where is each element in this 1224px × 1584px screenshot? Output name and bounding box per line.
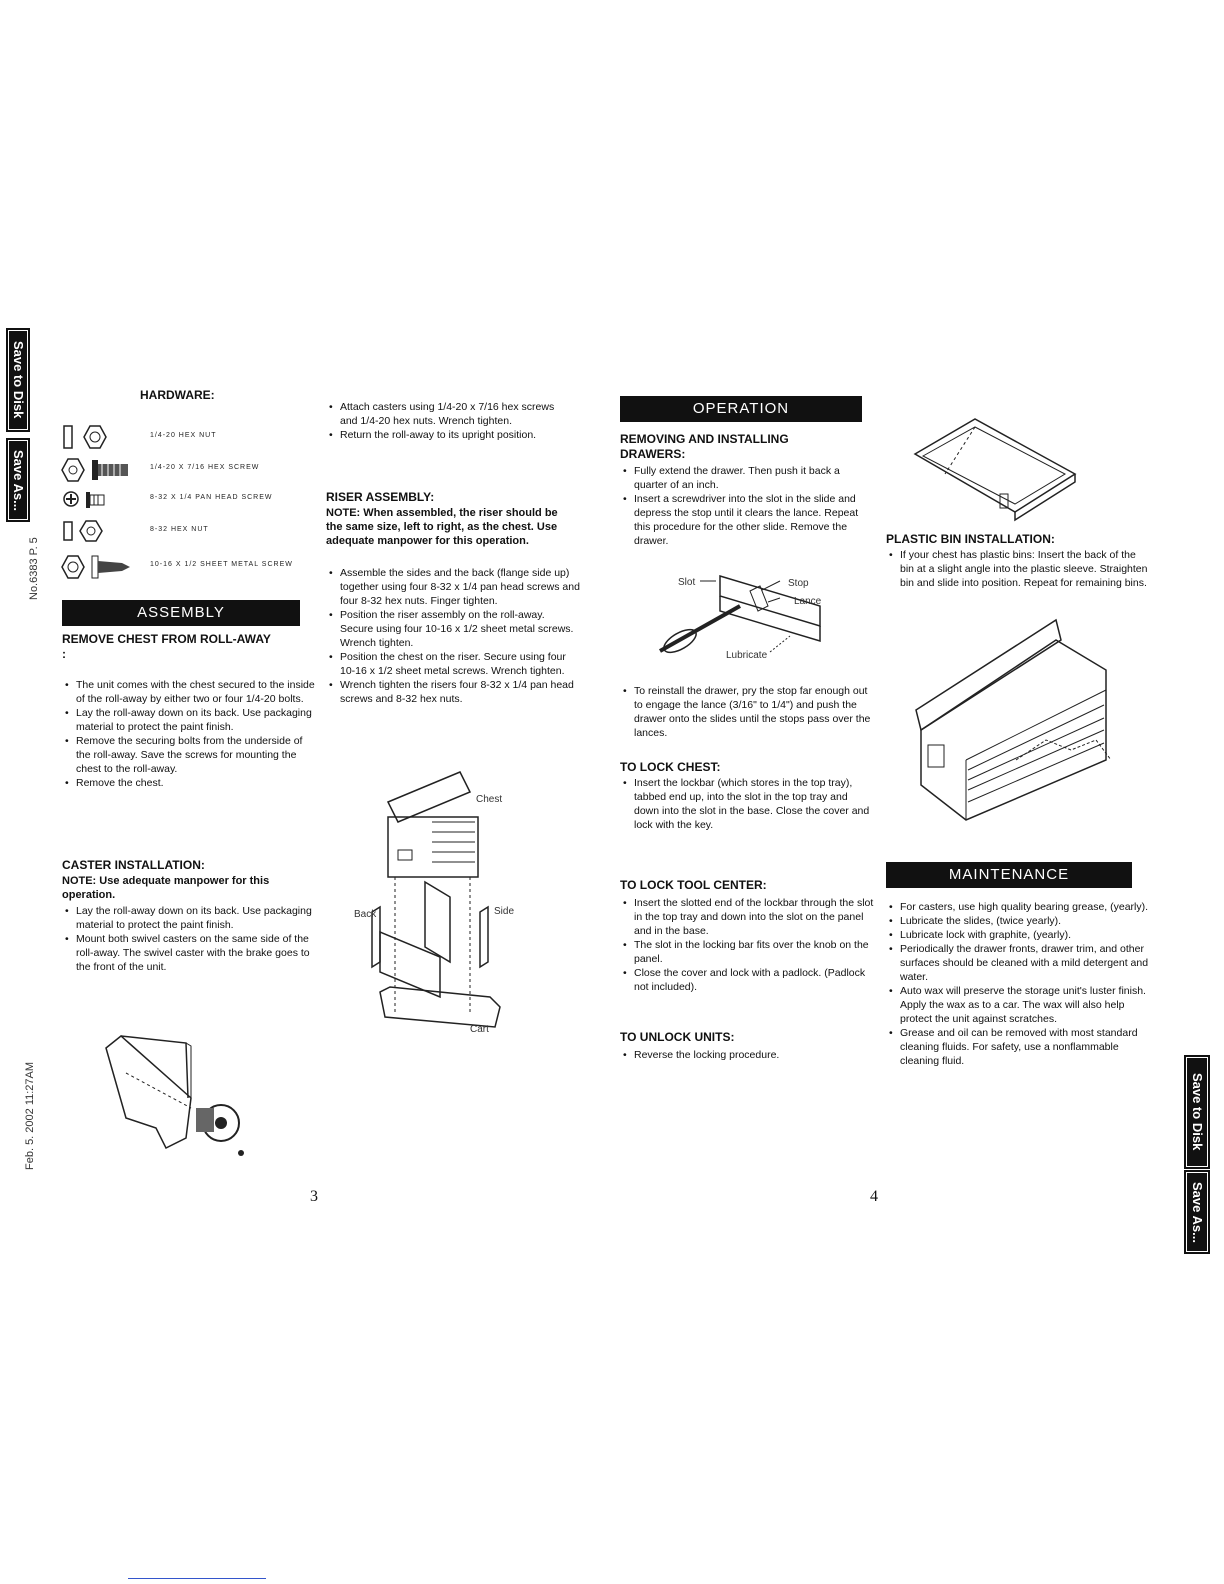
lock-chest-list bbox=[620, 776, 874, 832]
fig-label-lubricate: Lubricate bbox=[726, 650, 768, 661]
riser-note: NOTE: When assembled, the riser should be the same size, left to right, as the chest. Use adequate manpower for this operation. bbox=[326, 507, 558, 547]
drawers-list bbox=[620, 464, 874, 548]
hex-nut-icon bbox=[60, 424, 120, 452]
hardware-label: 1/4-20 HEX NUT bbox=[150, 432, 217, 439]
save-to-disk-tab-left[interactable]: Save to Disk bbox=[6, 328, 30, 432]
fig-label-side: Side bbox=[494, 906, 515, 917]
hardware-label: 8-32 HEX NUT bbox=[150, 526, 209, 533]
reinstall-list bbox=[620, 684, 874, 740]
pan-head-screw-icon bbox=[60, 486, 140, 514]
fax-page-mark: No.6383 P. 5 bbox=[28, 537, 40, 600]
hex-nut-small-icon bbox=[60, 518, 120, 546]
fig-label-stop: Stop bbox=[788, 578, 809, 589]
list-item: • Return the roll-away to its upright position. bbox=[340, 428, 570, 442]
list-item: • To reinstall the drawer, pry the stop far enough out to engage the lance (3/16" to 1/4") and push the drawer onto the slides until the stops pass over the lances. bbox=[634, 684, 874, 740]
list-item: • Reverse the locking procedure. bbox=[634, 1048, 874, 1062]
remove-chest-title: REMOVE CHEST FROM ROLL-AWAY : bbox=[62, 632, 271, 661]
list-item: • Periodically the drawer fronts, drawer trim, and other surfaces should be cleaned with a mild detergent and water. bbox=[900, 942, 1150, 984]
list-item: • Insert a screwdriver into the slot in the slide and depress the stop until it clears the lance. Repeat this procedure for the other slide. Remove the drawer. bbox=[634, 492, 874, 548]
remove-chest-list bbox=[62, 678, 316, 790]
lock-tool-center-title: TO LOCK TOOL CENTER: bbox=[620, 878, 767, 892]
fig-label-cart: Cart bbox=[470, 1024, 489, 1035]
assembly-banner: ASSEMBLY bbox=[62, 600, 300, 626]
hardware-label: 8-32 X 1/4 PAN HEAD SCREW bbox=[150, 494, 273, 501]
list-item: • Auto wax will preserve the storage unit's luster finish. Apply the wax as to a car. The wax will also help protect the unit against scratches. bbox=[900, 984, 1150, 1026]
list-item: • If your chest has plastic bins: Insert the back of the bin at a slight angle into the plastic sleeve. Straighten bin and slide into position. Repeat for remaining bins. bbox=[900, 548, 1150, 590]
unlock-units-title: TO UNLOCK UNITS: bbox=[620, 1030, 735, 1044]
list-item: • Lay the roll-away down on its back. Use packaging material to protect the paint finish. bbox=[76, 706, 316, 734]
plastic-bin-illustration bbox=[905, 414, 1085, 524]
lock-chest-title: TO LOCK CHEST: bbox=[620, 760, 721, 774]
sheet-metal-screw-icon bbox=[60, 553, 140, 583]
caster-note: NOTE: Use adequate manpower for this operation. bbox=[62, 875, 270, 901]
footer-link-underline bbox=[128, 1578, 266, 1579]
fig-label-lance: Lance bbox=[794, 596, 822, 607]
list-item: • Remove the securing bolts from the underside of the roll-away. Save the screws for mounting the chest to the roll-away. bbox=[76, 734, 316, 776]
caster-installation-title: CASTER INSTALLATION: bbox=[62, 858, 205, 872]
list-item: • Position the chest on the riser. Secure using four 10-16 x 1/2 sheet metal screws. Wrench tighten. bbox=[340, 650, 580, 678]
riser-assembly-title: RISER ASSEMBLY: bbox=[326, 490, 435, 504]
list-item: • Mount both swivel casters on the same side of the roll-away. The swivel caster with the brake goes to the front of the unit. bbox=[76, 932, 316, 974]
list-item: • Lubricate lock with graphite, (yearly). bbox=[900, 928, 1150, 942]
list-item: • Lubricate the slides, (twice yearly). bbox=[900, 914, 1150, 928]
list-item: • Remove the chest. bbox=[76, 776, 316, 790]
list-item: • Position the riser assembly on the roll-away. Secure using four 10-16 x 1/2 sheet metal screws. Wrench tighten. bbox=[340, 608, 580, 650]
maintenance-list bbox=[886, 900, 1150, 1068]
list-item: • Wrench tighten the risers four 8-32 x 1/4 pan head screws and 8-32 hex nuts. bbox=[340, 678, 580, 706]
page-number-left: 3 bbox=[310, 1188, 318, 1205]
list-item: • Assemble the sides and the back (flange side up) together using four 8-32 x 1/4 pan head screws and four 8-32 hex nuts. Finger tighten. bbox=[340, 566, 580, 608]
caster-list bbox=[62, 904, 316, 974]
fig-label-chest: Chest bbox=[476, 794, 503, 805]
lock-tool-center-list bbox=[620, 896, 874, 994]
maintenance-banner: MAINTENANCE bbox=[886, 862, 1132, 888]
hardware-title: HARDWARE: bbox=[140, 388, 215, 402]
list-item: • The unit comes with the chest secured to the inside of the roll-away by either two or four 1/4-20 bolts. bbox=[76, 678, 316, 706]
tool-chest-illustration bbox=[896, 610, 1126, 830]
list-item: • Attach casters using 1/4-20 x 7/16 hex screws and 1/4-20 hex nuts. Wrench tighten. bbox=[340, 400, 570, 428]
unlock-units-list bbox=[620, 1048, 874, 1062]
riser-list bbox=[326, 566, 580, 706]
plastic-bin-title: PLASTIC BIN INSTALLATION: bbox=[886, 532, 1055, 546]
hardware-label: 10-16 X 1/2 SHEET METAL SCREW bbox=[150, 561, 293, 568]
list-item: • Close the cover and lock with a padlock. (Padlock not included). bbox=[634, 966, 874, 994]
save-as-tab-left[interactable]: Save As... bbox=[6, 438, 30, 522]
drawer-slide-illustration bbox=[650, 566, 850, 686]
attach-casters-list bbox=[326, 400, 570, 442]
riser-assembly-illustration bbox=[350, 762, 530, 1042]
list-item: • Lay the roll-away down on its back. Use packaging material to protect the paint finish. bbox=[76, 904, 316, 932]
page-number-right: 4 bbox=[870, 1188, 878, 1205]
list-item: • Insert the slotted end of the lockbar through the slot in the top tray and down into the slot on the panel and in the base. bbox=[634, 896, 874, 938]
caster-illustration bbox=[96, 1028, 266, 1168]
drawers-title: REMOVING AND INSTALLING DRAWERS: bbox=[620, 432, 789, 461]
list-item: • For casters, use high quality bearing grease, (yearly). bbox=[900, 900, 1150, 914]
hardware-label: 1/4-20 X 7/16 HEX SCREW bbox=[150, 464, 260, 471]
list-item: • The slot in the locking bar fits over the knob on the panel. bbox=[634, 938, 874, 966]
list-item: • Insert the lockbar (which stores in the top tray), tabbed end up, into the slot in the top tray and down into the slot in the base. Close the cover and lock with the key. bbox=[634, 776, 874, 832]
save-to-disk-tab-right[interactable]: Save to Disk bbox=[1184, 1055, 1210, 1169]
fax-date-mark: Feb. 5. 2002 11:27AM bbox=[24, 1061, 36, 1170]
list-item: • Grease and oil can be removed with most standard cleaning fluids. For safety, use a nonflammable cleaning fluid. bbox=[900, 1026, 1150, 1068]
operation-banner: OPERATION bbox=[620, 396, 862, 422]
save-as-tab-right[interactable]: Save As... bbox=[1184, 1170, 1210, 1254]
hex-screw-icon bbox=[60, 456, 140, 486]
plastic-bin-list bbox=[886, 548, 1150, 590]
fig-label-slot: Slot bbox=[678, 577, 696, 588]
list-item: • Fully extend the drawer. Then push it back a quarter of an inch. bbox=[634, 464, 874, 492]
fig-label-back: Back bbox=[354, 909, 377, 920]
